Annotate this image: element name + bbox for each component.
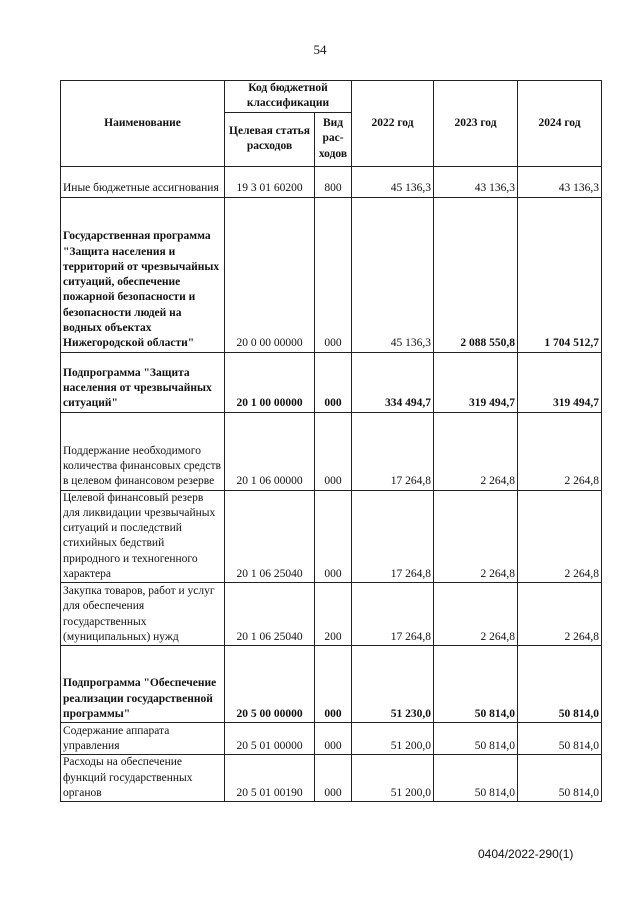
row-code: 20 5 01 00000 [225, 723, 315, 755]
row-name: Расходы на обеспечение функций государственных органов [61, 755, 225, 802]
row-2022: 17 264,8 [352, 583, 434, 646]
budget-table [60, 80, 602, 802]
table-row [61, 352, 602, 412]
row-type: 000 [315, 755, 352, 802]
row-name: Поддержание необходимого количества финансовых средств в целевом финансовом резерве [61, 412, 225, 490]
header-target-article: Целевая статья расходов [225, 112, 315, 166]
row-2023: 2 264,8 [434, 412, 518, 490]
row-2024: 2 264,8 [518, 583, 602, 646]
row-2023: 2 264,8 [434, 490, 518, 583]
row-2024: 43 136,3 [518, 166, 602, 197]
row-2024: 50 814,0 [518, 646, 602, 723]
row-name: Иные бюджетные ассигнования [61, 166, 225, 197]
header-2023: 2023 год [434, 81, 518, 167]
row-2022: 17 264,8 [352, 412, 434, 490]
row-2022: 51 200,0 [352, 723, 434, 755]
row-type: 000 [315, 412, 352, 490]
row-2024: 2 264,8 [518, 412, 602, 490]
row-name: Подпрограмма "Защита населения от чрезвычайных ситуаций" [61, 352, 225, 412]
row-type: 000 [315, 723, 352, 755]
row-2024: 319 494,7 [518, 352, 602, 412]
page-number: 54 [313, 42, 327, 57]
row-2022: 51 200,0 [352, 755, 434, 802]
table-row [61, 755, 602, 802]
row-2022: 45 136,3 [352, 166, 434, 197]
row-type: 200 [315, 583, 352, 646]
row-code: 20 1 06 25040 [225, 490, 315, 583]
row-code: 19 3 01 60200 [225, 166, 315, 197]
row-name: Подпрограмма "Обеспечение реализации государственной программы" [61, 646, 225, 723]
row-name: Целевой финансовый резерв для ликвидации чрезвычайных ситуаций и последствий стихийных бедствий природного и техногенного характера [61, 490, 225, 583]
row-type: 000 [315, 646, 352, 723]
table-row [61, 646, 602, 723]
row-2022: 334 494,7 [352, 352, 434, 412]
header-name: Наименование [61, 81, 225, 167]
row-2024: 1 704 512,7 [518, 197, 602, 352]
row-2024: 2 264,8 [518, 490, 602, 583]
row-name: Содержание аппарата управления [61, 723, 225, 755]
row-type: 800 [315, 166, 352, 197]
row-2023: 43 136,3 [434, 166, 518, 197]
row-2024: 50 814,0 [518, 755, 602, 802]
row-name: Закупка товаров, работ и услуг для обеспечения государственных (муниципальных) нужд [61, 583, 225, 646]
table-row [61, 723, 602, 755]
row-2023: 50 814,0 [434, 723, 518, 755]
document-code: 0404/2022-290(1) [478, 847, 574, 861]
row-code: 20 5 01 00190 [225, 755, 315, 802]
row-type: 000 [315, 490, 352, 583]
row-type: 000 [315, 197, 352, 352]
header-2024: 2024 год [518, 81, 602, 167]
row-2023: 50 814,0 [434, 646, 518, 723]
row-2023: 319 494,7 [434, 352, 518, 412]
row-type: 000 [315, 352, 352, 412]
row-code: 20 5 00 00000 [225, 646, 315, 723]
table-row [61, 583, 602, 646]
header-expense-type: Вид рас-ходов [315, 112, 352, 166]
table-row [61, 490, 602, 583]
header-2022: 2022 год [352, 81, 434, 167]
row-name: Государственная программа "Защита населения и территорий от чрезвычайных ситуаций, обеспечение пожарной безопасности и безопасности людей на водных объектах Нижегородской области" [61, 197, 225, 352]
row-code: 20 1 06 00000 [225, 412, 315, 490]
table-row [61, 197, 602, 352]
row-2023: 2 088 550,8 [434, 197, 518, 352]
row-code: 20 1 00 00000 [225, 352, 315, 412]
table-row [61, 166, 602, 197]
row-2023: 50 814,0 [434, 755, 518, 802]
header-code-group: Код бюджетной классификации [225, 81, 352, 113]
row-2023: 2 264,8 [434, 583, 518, 646]
row-2024: 50 814,0 [518, 723, 602, 755]
table-row [61, 412, 602, 490]
row-2022: 17 264,8 [352, 490, 434, 583]
row-code: 20 1 06 25040 [225, 583, 315, 646]
row-2022: 51 230,0 [352, 646, 434, 723]
row-code: 20 0 00 00000 [225, 197, 315, 352]
row-2022: 45 136,3 [352, 197, 434, 352]
